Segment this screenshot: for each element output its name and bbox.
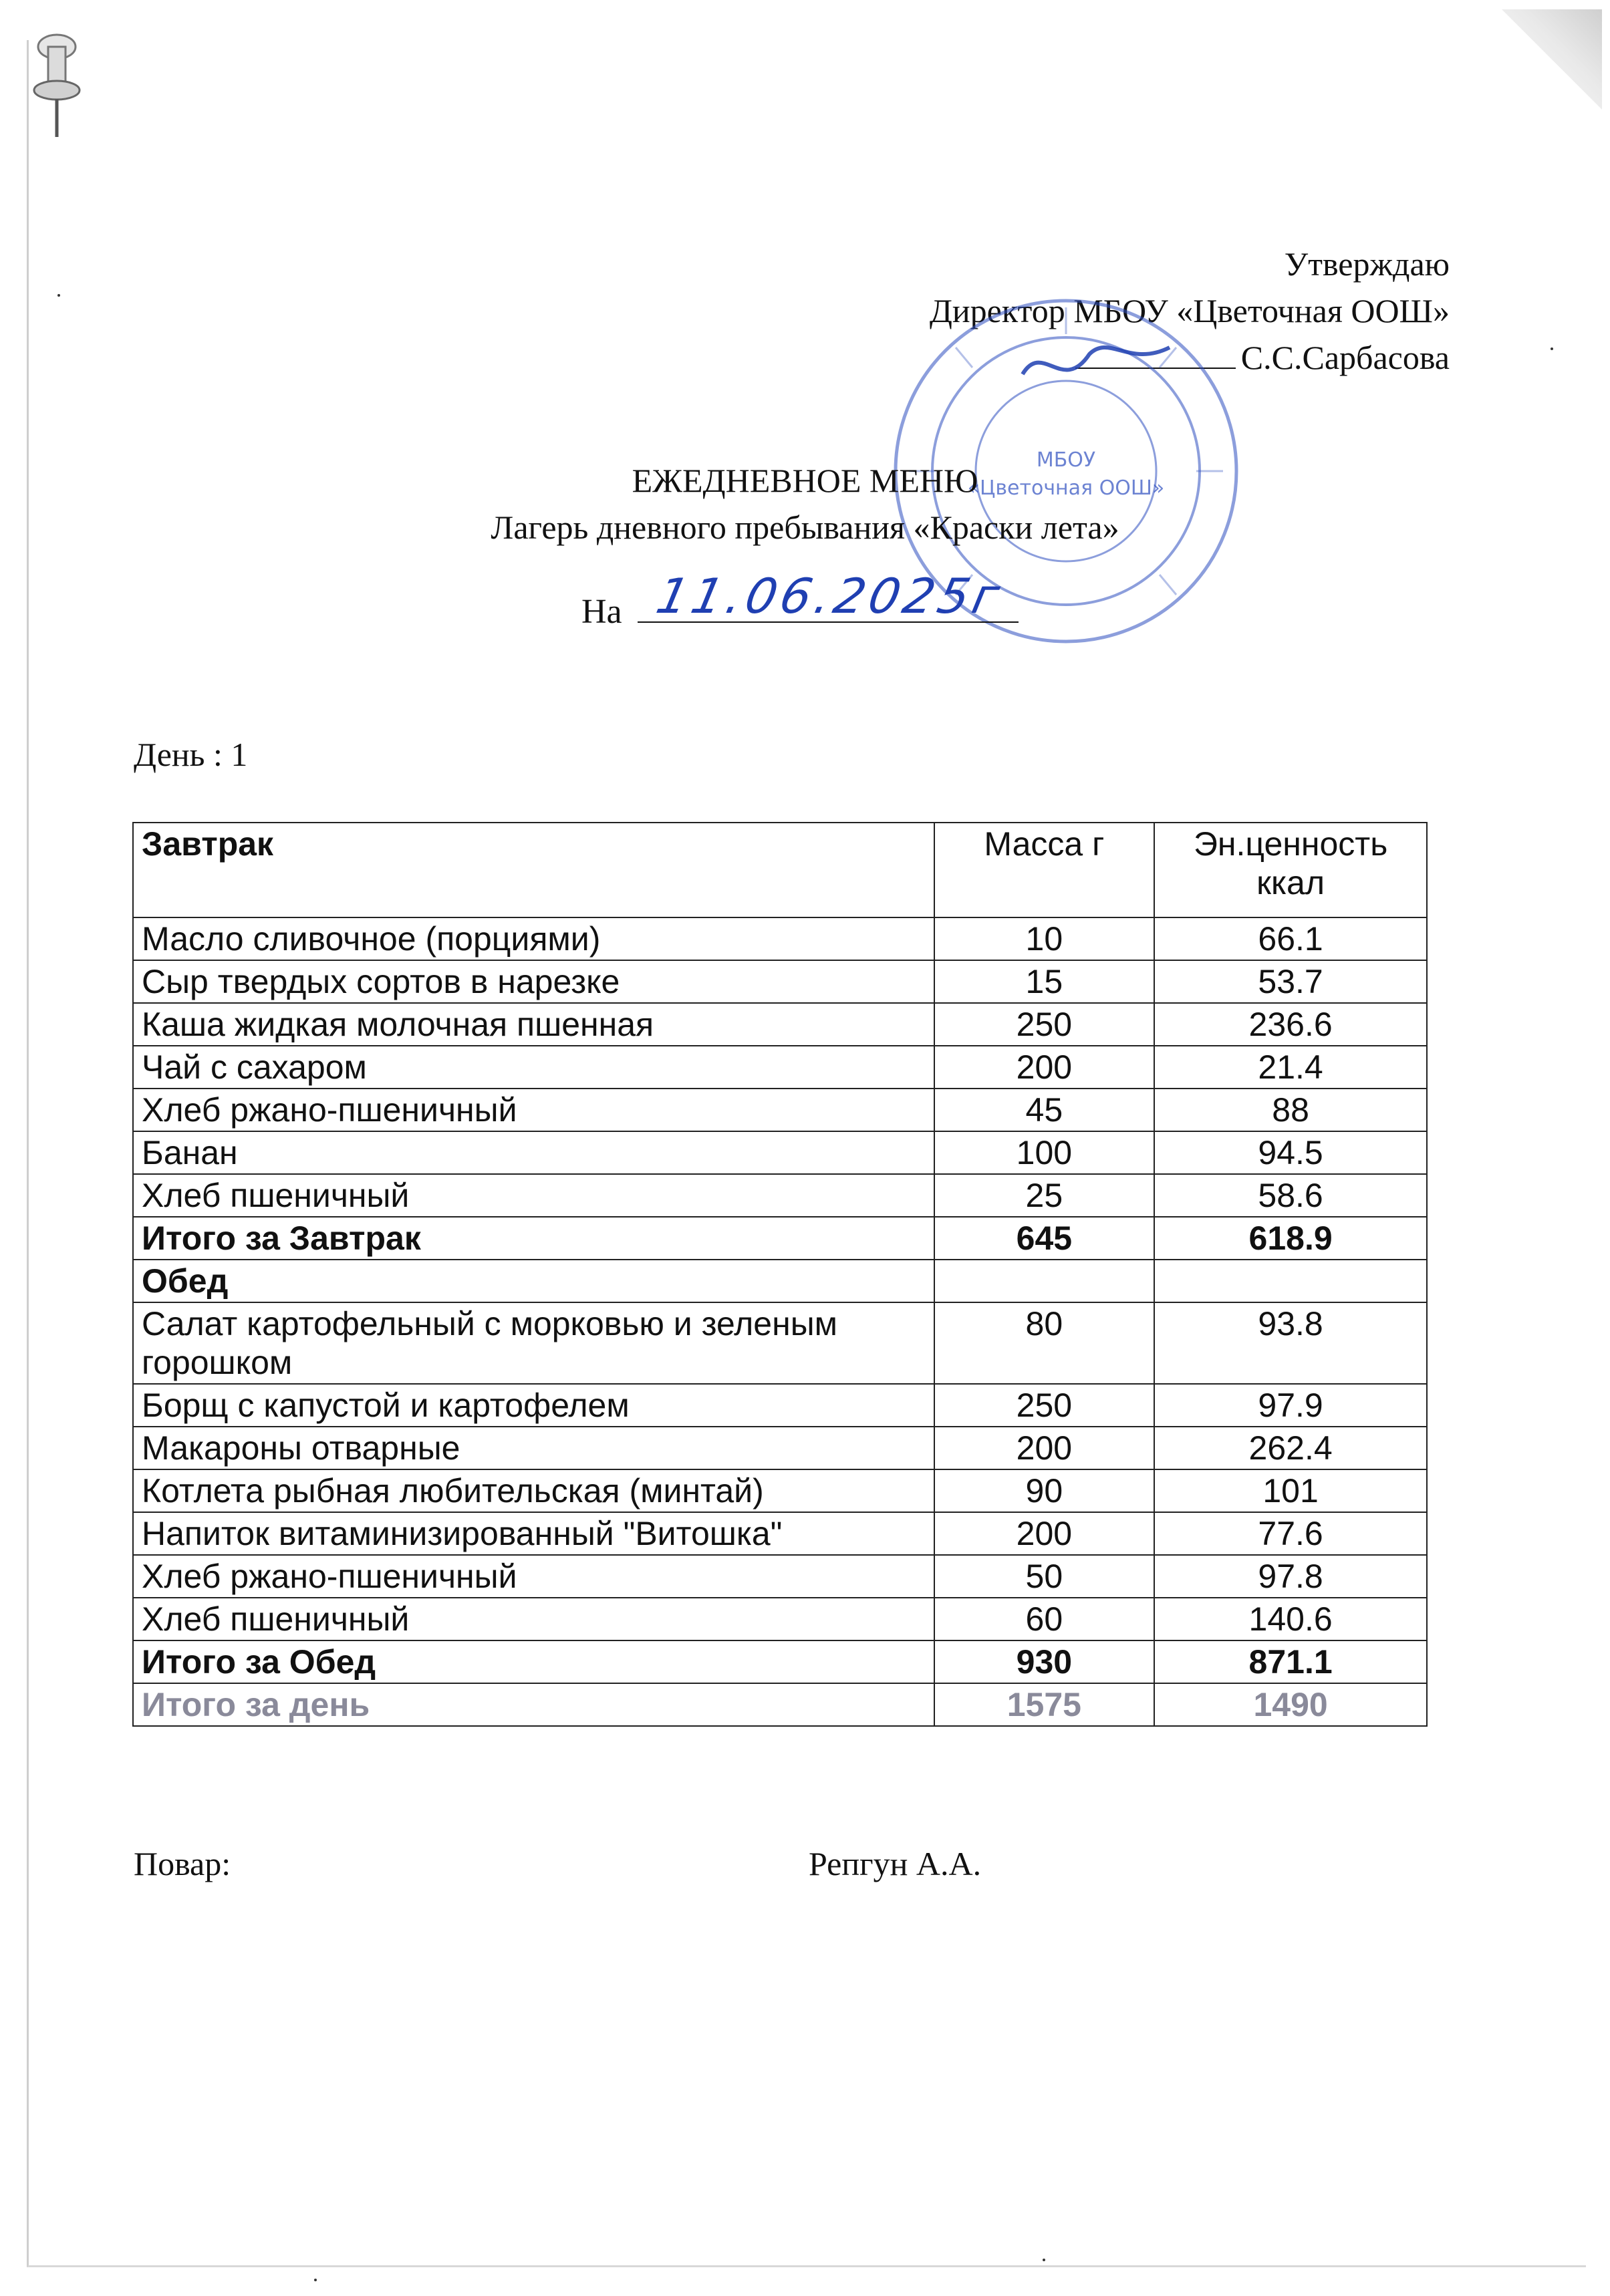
cell-mass: 90	[934, 1469, 1155, 1512]
cell-energy: 94.5	[1154, 1131, 1427, 1174]
breakfast-total-row	[133, 1217, 1427, 1260]
cell-mass: 200	[934, 1427, 1155, 1469]
table-row	[133, 1089, 1427, 1131]
date-line	[638, 568, 1019, 624]
table-row	[133, 960, 1427, 1003]
table-row	[133, 917, 1427, 960]
cell-mass: 25	[934, 1174, 1155, 1217]
table-row	[133, 1131, 1427, 1174]
day-total-row	[133, 1683, 1427, 1726]
cell-name: Сыр твердых сортов в нарезке	[133, 960, 934, 1003]
approval-line1: Утверждаю	[1284, 245, 1450, 283]
cell-name: Борщ с капустой и картофелем	[133, 1384, 934, 1427]
stamp-center-line2: «Цветочная ООШ»	[967, 476, 1165, 500]
scan-speck	[1551, 347, 1553, 350]
table-row	[133, 1174, 1427, 1217]
cell-name: Хлеб пшеничный	[133, 1174, 934, 1217]
approval-line2: Директор МБОУ «Цветочная ООШ»	[929, 292, 1450, 329]
table-row	[133, 1469, 1427, 1512]
cell-mass	[934, 1260, 1155, 1302]
cell-name: Обед	[133, 1260, 934, 1302]
cell-energy: 101	[1154, 1469, 1427, 1512]
cell-energy: 66.1	[1154, 917, 1427, 960]
cell-mass: 60	[934, 1598, 1155, 1640]
cell-name: Чай с сахаром	[133, 1046, 934, 1089]
cell-name: Салат картофельный с морковью и зеленым горошком	[133, 1302, 934, 1384]
cell-mass: 200	[934, 1512, 1155, 1555]
cell-name: Хлеб ржано-пшеничный	[133, 1555, 934, 1598]
cell-name: Итого за день	[133, 1683, 934, 1726]
cell-mass: 80	[934, 1302, 1155, 1384]
cell-energy: 871.1	[1154, 1640, 1427, 1683]
cell-energy: 77.6	[1154, 1512, 1427, 1555]
table-row	[133, 1302, 1427, 1384]
table-row	[133, 1555, 1427, 1598]
cell-energy: 93.8	[1154, 1302, 1427, 1384]
page-subtitle: Лагерь дневного пребывания «Краски лета»	[491, 509, 1119, 546]
menu-table	[132, 822, 1428, 1727]
cell-mass: 100	[934, 1131, 1155, 1174]
cell-energy: 262.4	[1154, 1427, 1427, 1469]
signature-scribble	[1023, 347, 1170, 374]
date-value: 11.06.2025г	[651, 568, 1009, 624]
cell-name: Масло сливочное (порциями)	[133, 917, 934, 960]
cook-name: Репгун А.А.	[809, 1845, 982, 1882]
cell-mass: 200	[934, 1046, 1155, 1089]
date-label: На	[581, 593, 622, 631]
cell-mass: 45	[934, 1089, 1155, 1131]
cell-energy: 97.8	[1154, 1555, 1427, 1598]
cell-name: Каша жидкая молочная пшенная	[133, 1003, 934, 1046]
cell-mass: 10	[934, 917, 1155, 960]
lunch-total-row	[133, 1640, 1427, 1683]
lunch-section-row	[133, 1260, 1427, 1302]
pushpin-icon	[27, 27, 87, 140]
cell-mass: 15	[934, 960, 1155, 1003]
cell-energy: 618.9	[1154, 1217, 1427, 1260]
cell-mass: 1575	[934, 1683, 1155, 1726]
scan-speck	[314, 2279, 317, 2281]
cell-energy: 21.4	[1154, 1046, 1427, 1089]
header-mass: Масса г	[934, 823, 1155, 917]
cell-name: Напиток витаминизированный "Витошка"	[133, 1512, 934, 1555]
cell-mass: 930	[934, 1640, 1155, 1683]
scan-speck	[1043, 2259, 1045, 2261]
cell-energy: 236.6	[1154, 1003, 1427, 1046]
cell-energy: 97.9	[1154, 1384, 1427, 1427]
stamp-center-line1: МБОУ	[1036, 448, 1096, 472]
cell-name: Банан	[133, 1131, 934, 1174]
cell-mass: 250	[934, 1003, 1155, 1046]
cell-name: Хлеб ржано-пшеничный	[133, 1089, 934, 1131]
cell-name: Хлеб пшеничный	[133, 1598, 934, 1640]
table-row	[133, 1512, 1427, 1555]
cell-energy: 88	[1154, 1089, 1427, 1131]
approval-signer: С.С.Сарбасова	[1240, 339, 1450, 376]
date-row	[581, 568, 1019, 631]
table-row	[133, 1427, 1427, 1469]
table-row	[133, 1003, 1427, 1046]
cell-energy: 53.7	[1154, 960, 1427, 1003]
day-label: День : 1	[134, 736, 248, 773]
scan-speck	[57, 294, 60, 297]
cell-mass: 50	[934, 1555, 1155, 1598]
cell-name: Итого за Обед	[133, 1640, 934, 1683]
cell-mass: 645	[934, 1217, 1155, 1260]
cell-energy: 1490	[1154, 1683, 1427, 1726]
cell-energy: 58.6	[1154, 1174, 1427, 1217]
table-header-row	[133, 823, 1427, 917]
cell-energy	[1154, 1260, 1427, 1302]
cell-energy: 140.6	[1154, 1598, 1427, 1640]
table-row	[133, 1598, 1427, 1640]
header-energy: Эн.ценность ккал	[1154, 823, 1427, 917]
cell-mass: 250	[934, 1384, 1155, 1427]
cell-name: Макароны отварные	[133, 1427, 934, 1469]
cell-name: Итого за Завтрак	[133, 1217, 934, 1260]
table-row	[133, 1046, 1427, 1089]
table-row	[133, 1384, 1427, 1427]
header-name: Завтрак	[133, 823, 934, 917]
page-title: ЕЖЕДНЕВНОЕ МЕНЮ	[632, 462, 978, 499]
cell-name: Котлета рыбная любительская (минтай)	[133, 1469, 934, 1512]
cook-label: Повар:	[134, 1845, 231, 1882]
